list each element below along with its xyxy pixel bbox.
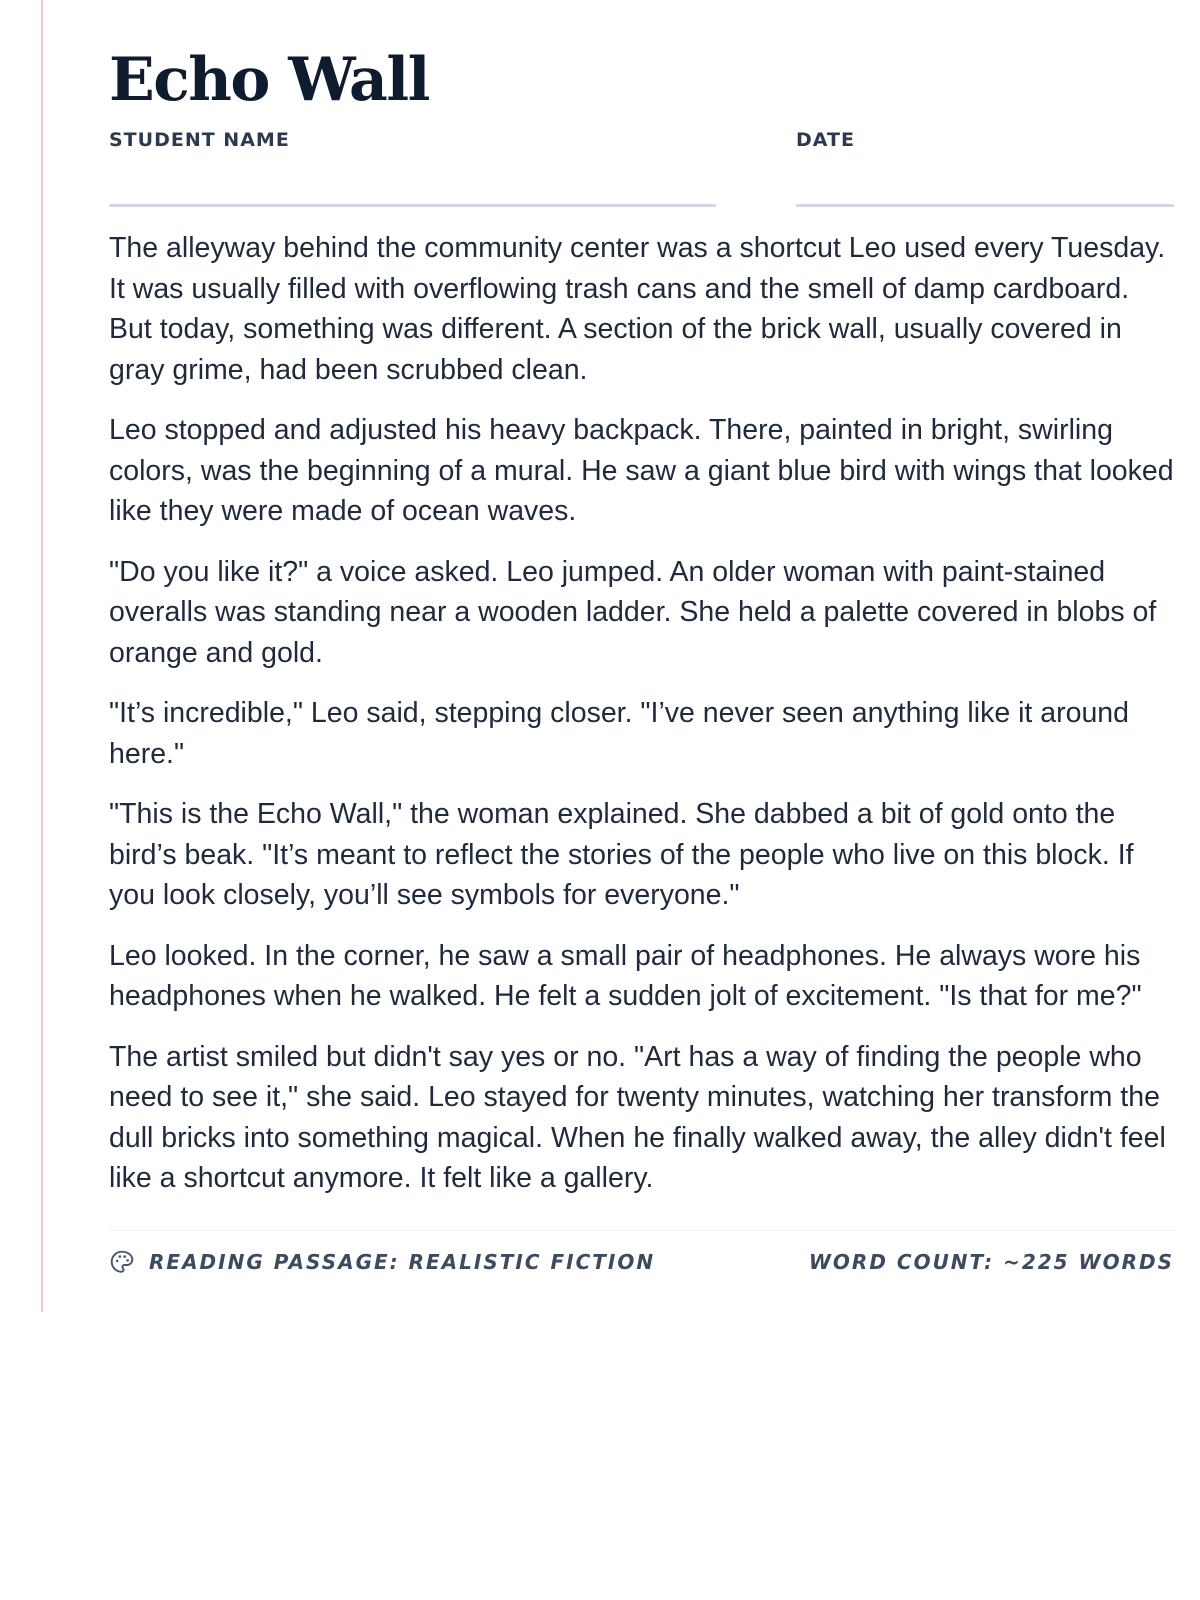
worksheet-title: Echo Wall (109, 45, 429, 115)
passage-paragraph-1: The alleyway behind the community center was a shortcut Leo used every Tuesday. It was usually filled with overflowing trash cans and the smell of damp cardboard. But today, something was different. A section of the brick wall, usually covered in gray grime, had been scrubbed clean. (109, 232, 1166, 386)
passage-type-label: READING PASSAGE: REALISTIC FICTION (149, 1250, 656, 1274)
student-name-line[interactable] (109, 204, 716, 207)
passage-paragraph-4: "It’s incredible," Leo said, stepping closer. "I’ve never seen anything like it around here." (109, 697, 1130, 770)
date-field[interactable] (796, 128, 1174, 152)
student-name-field[interactable] (109, 128, 716, 152)
footer-left (109, 1249, 655, 1275)
passage-paragraph-7: The artist smiled but didn't say yes or no. "Art has a way of finding the people who need to see it," she said. Leo stayed for twenty minutes, watching her transform the dull bricks into something magical. When he finally walked away, the alley didn't feel like a shortcut anymore. It felt like a gallery. (109, 1040, 1166, 1194)
student-name-label: STUDENT NAME (109, 129, 290, 151)
reading-passage (109, 228, 1174, 1199)
passage-paragraph-6: Leo looked. In the corner, he saw a small pair of headphones. He always wore his headphones when he walked. He felt a sudden jolt of excitement. "Is that for me?" (109, 939, 1142, 1012)
palette-icon (109, 1249, 135, 1275)
footer-right (809, 1249, 1174, 1275)
passage-paragraph-2: Leo stopped and adjusted his heavy backpack. There, painted in bright, swirling colors, was the beginning of a mural. He saw a giant blue bird with wings that looked like they were made of ocean waves. (109, 414, 1174, 527)
worksheet-footer (109, 1230, 1174, 1291)
passage-paragraph-3: "Do you like it?" a voice asked. Leo jumped. An older woman with paint-stained overalls was standing near a wooden ladder. She held a palette covered in blobs of orange and gold. (109, 555, 1157, 669)
worksheet-sheet (109, 0, 1174, 1274)
passage-paragraph-5: "This is the Echo Wall," the woman explained. She dabbed a bit of gold onto the bird’s beak. "It’s meant to reflect the stories of the people who live on this block. If you look closely, you’ll see symbols for everyone." (109, 798, 1134, 911)
header-fields (109, 128, 1174, 220)
date-line[interactable] (796, 204, 1174, 207)
date-label: DATE (796, 129, 855, 151)
word-count-label: WORD COUNT: ~225 WORDS (808, 1250, 1174, 1274)
margin-line (41, 0, 43, 1312)
